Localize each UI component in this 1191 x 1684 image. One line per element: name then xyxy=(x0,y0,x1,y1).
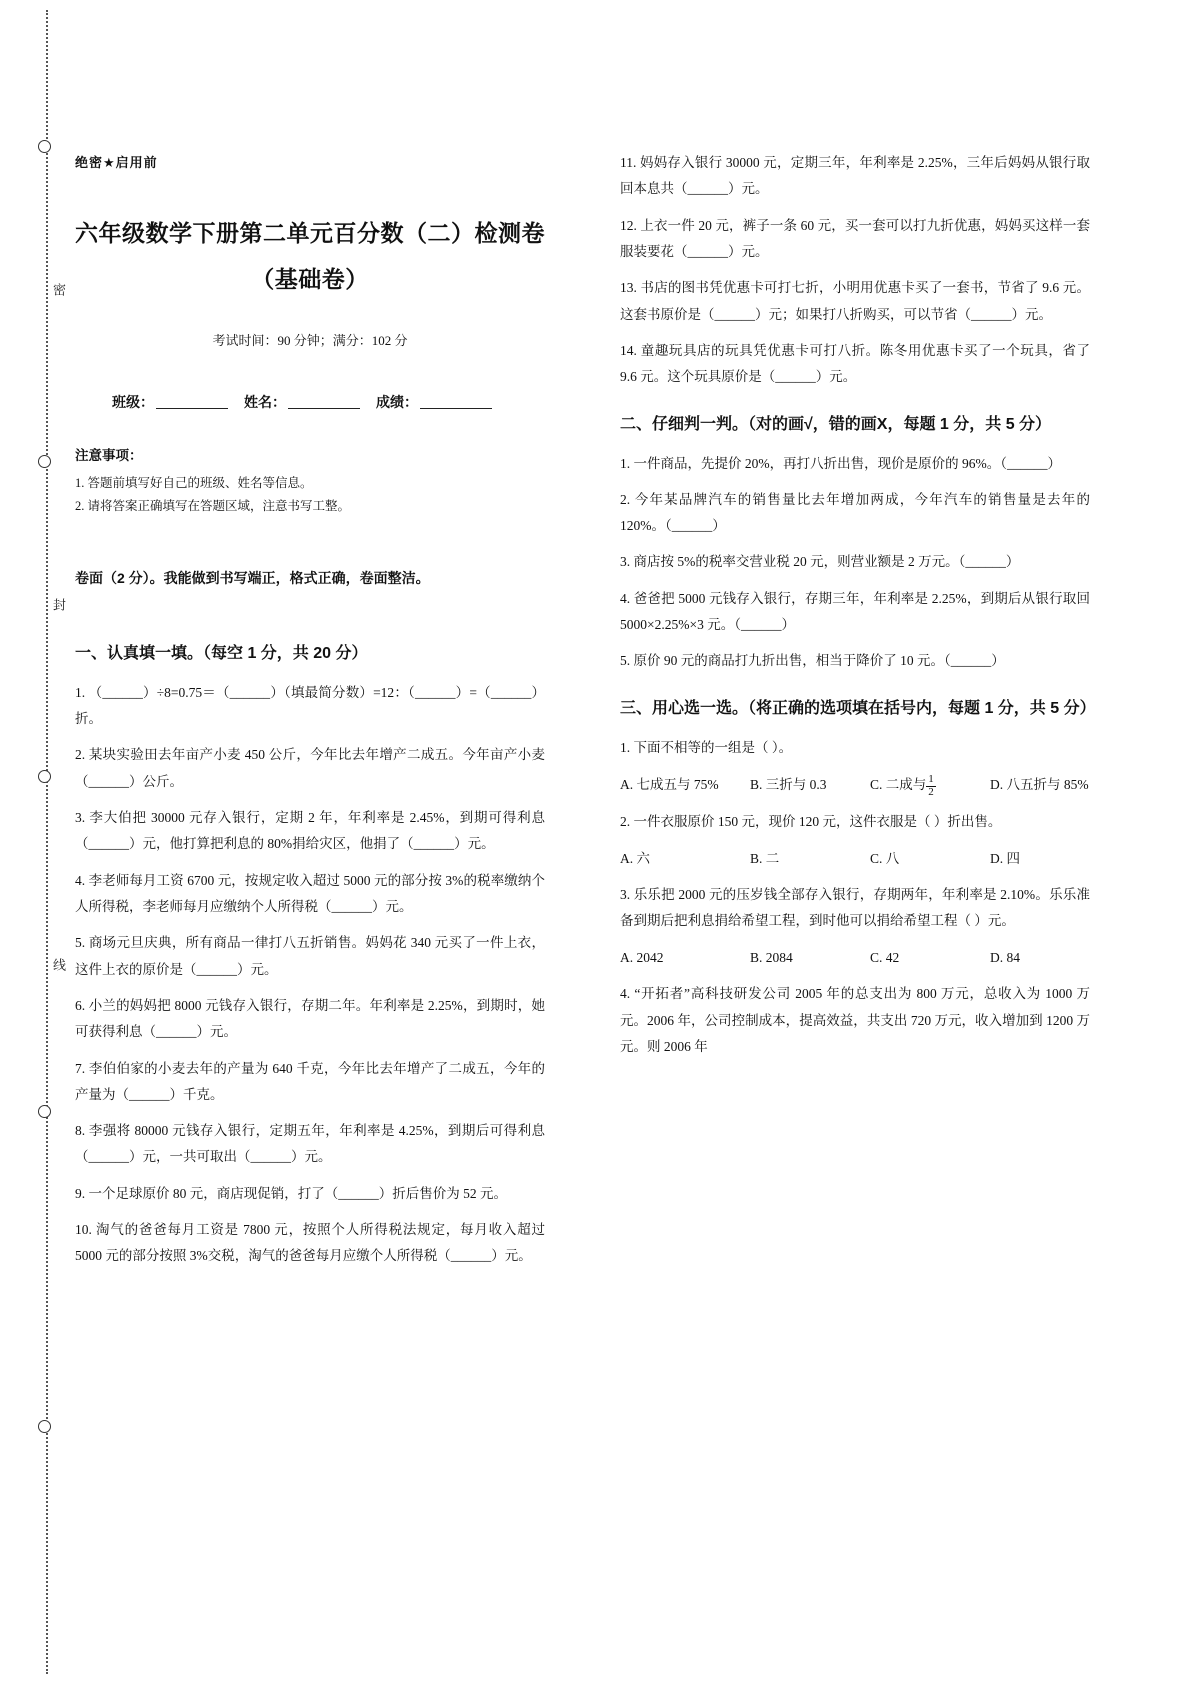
question-item: 5. 原价 90 元的商品打九折出售，相当于降价了 10 元。（______） xyxy=(620,653,1005,669)
name-input[interactable] xyxy=(288,393,360,409)
question-item: 3. 李大伯把 30000 元存入银行，定期 2 年，年利率是 2.45%，到期可得利息（______）元，他打算把利息的 80%捐给灾区，他捐了（______）元。 xyxy=(75,810,545,852)
name-label: 姓名： xyxy=(244,394,286,410)
option-a[interactable]: A. 2042 xyxy=(620,950,664,966)
question-item: 2. 一件衣服原价 150 元，现价 120 元，这件衣服是（ ）折出售。 xyxy=(620,813,1002,829)
top-secret-label: 绝密★启用前 xyxy=(75,155,158,170)
left-column xyxy=(75,150,545,1280)
seal-circle-icon xyxy=(38,455,51,468)
option-row xyxy=(620,845,1090,872)
question-item: 1. （______）÷8=0.75＝（______）（填最简分数）=12：（______）=（______）折。 xyxy=(75,684,545,727)
seal-circle-icon xyxy=(38,1420,51,1433)
seal-label-feng: 封 xyxy=(51,597,66,613)
handwriting-score-note: 卷面（2 分）。我能做到书写端正，格式正确，卷面整洁。 xyxy=(75,569,430,586)
question-item: 10. 淘气的爸爸每月工资是 7800 元，按照个人所得税法规定，每月收入超过 5000 元的部分按照 3%交税，淘气的爸爸每月应缴个人所得税（______）元。 xyxy=(75,1222,545,1264)
page-title: 六年级数学下册第二单元百分数（二）检测卷（基础卷） xyxy=(75,220,545,292)
question-item: 5. 商场元旦庆典，所有商品一律打八五折销售。妈妈花 340 元买了一件上衣，这件上衣的原价是（______）元。 xyxy=(75,935,545,977)
notes-title: 注意事项： xyxy=(75,448,143,463)
right-column xyxy=(620,150,1096,1070)
question-item: 6. 小兰的妈妈把 8000 元钱存入银行，存期二年。年利率是 2.25%，到期时，她可获得利息（______）元。 xyxy=(75,997,545,1040)
question-item: 4. 李老师每月工资 6700 元，按规定收入超过 5000 元的部分按 3%的税率缴纳个人所得税，李老师每月应缴纳个人所得税（______）元。 xyxy=(75,872,545,914)
score-label: 成绩： xyxy=(376,394,418,410)
question-item: 7. 李伯伯家的小麦去年的产量为 640 千克，今年比去年增产了二成五，今年的产量为（______）千克。 xyxy=(75,1060,545,1102)
question-item: 3. 乐乐把 2000 元的压岁钱全部存入银行，存期两年，年利率是 2.10%。乐乐准备到期后把利息捐给希望工程，到时他可以捐给希望工程（ ）元。 xyxy=(620,886,1090,929)
option-a[interactable]: A. 六 xyxy=(620,850,650,866)
option-b[interactable]: B. 二 xyxy=(750,850,780,866)
seal-circle-icon xyxy=(38,1105,51,1118)
fraction-one-half: $\frac{1}{2}$ xyxy=(928,773,934,798)
question-item: 2. 今年某品牌汽车的销售量比去年增加两成，今年汽车的销售量是去年的 120%。（______） xyxy=(620,491,1090,534)
question-item: 1. 一件商品，先提价 20%，再打八折出售，现价是原价的 96%。（______） xyxy=(620,455,1061,471)
seal-label-xian: 线 xyxy=(51,957,66,973)
question-item: 11. 妈妈存入银行 30000 元，定期三年，年利率是 2.25%，三年后妈妈从银行取回本息共（______）元。 xyxy=(620,155,1090,197)
option-a[interactable]: A. 七成五与 75% xyxy=(620,777,719,792)
question-item: 2. 某块实验田去年亩产小麦 450 公斤，今年比去年增产二成五。今年亩产小麦（______）公斤。 xyxy=(75,747,545,789)
student-info-line xyxy=(75,388,545,416)
note-item: 2. 请将答案正确填写在答题区域，注意书写工整。 xyxy=(75,498,351,513)
option-row xyxy=(620,944,1090,971)
section-heading-fill: 一、认真填一填。（每空 1 分，共 20 分） xyxy=(75,644,368,662)
binding-margin xyxy=(28,0,72,1684)
notes-block xyxy=(75,442,545,518)
question-item: 4. “开拓者”高科技研发公司 2005 年的总支出为 800 万元，总收入为 1000 万元。2006 年，公司控制成本，提高效益，共支出 720 万元，收入增加到 1200 万元。则 2006 年 xyxy=(620,986,1090,1055)
option-d[interactable]: D. 四 xyxy=(990,850,1020,866)
question-item: 1. 下面不相等的一组是（ ）。 xyxy=(620,739,793,755)
exam-info: 考试时间：90 分钟；满分：102 分 xyxy=(212,333,408,348)
class-label: 班级： xyxy=(112,394,154,410)
class-input[interactable] xyxy=(156,393,228,409)
seal-circle-icon xyxy=(38,770,51,783)
option-row xyxy=(620,771,1090,799)
option-c[interactable]: C. 八 xyxy=(870,850,900,866)
note-item: 1. 答题前填写好自己的班级、姓名等信息。 xyxy=(75,476,313,490)
section-heading-choice: 三、用心选一选。（将正确的选项填在括号内，每题 1 分，共 5 分） xyxy=(620,699,1096,717)
option-c[interactable]: C. 42 xyxy=(870,950,900,966)
seal-label-mi: 密 xyxy=(51,282,66,298)
question-item: 12. 上衣一件 20 元，裤子一条 60 元，买一套可以打九折优惠，妈妈买这样一套服装要花（______）元。 xyxy=(620,217,1090,259)
option-b[interactable]: B. 三折与 0.3 xyxy=(750,777,827,792)
option-d[interactable]: D. 八五折与 85% xyxy=(990,777,1089,792)
question-item: 3. 商店按 5%的税率交营业税 20 元，则营业额是 2 万元。（______） xyxy=(620,554,1020,570)
question-item: 9. 一个足球原价 80 元，商店现促销，打了（______）折后售价为 52 元。 xyxy=(75,1185,507,1201)
seal-circle-icon xyxy=(38,140,51,153)
question-item: 14. 童趣玩具店的玩具凭优惠卡可打八折。陈冬用优惠卡买了一个玩具，省了 9.6 元。这个玩具原价是（______）元。 xyxy=(620,342,1090,385)
option-b[interactable]: B. 2084 xyxy=(750,950,793,966)
question-item: 13. 书店的图书凭优惠卡可打七折，小明用优惠卡买了一套书，节省了 9.6 元。这套书原价是（______）元；如果打八折购买，可以节省（______）元。 xyxy=(620,280,1090,322)
score-input[interactable] xyxy=(420,393,492,409)
option-c[interactable]: C. 二成与 $\frac{1}{2}$ xyxy=(870,773,934,798)
section-heading-judge: 二、仔细判一判。（对的画√，错的画X，每题 1 分，共 5 分） xyxy=(620,415,1052,433)
question-item: 4. 爸爸把 5000 元钱存入银行，存期三年，年利率是 2.25%，到期后从银行取回 5000×2.25%×3 元。（______） xyxy=(620,590,1090,633)
option-d[interactable]: D. 84 xyxy=(990,950,1020,966)
question-item: 8. 李强将 80000 元钱存入银行，定期五年，年利率是 4.25%，到期后可得利息（______）元，一共可取出（______）元。 xyxy=(75,1123,545,1165)
